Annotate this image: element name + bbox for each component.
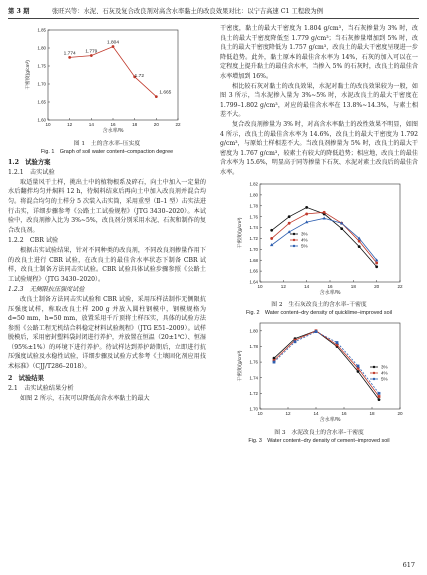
figure-1-caption-en: Fig. 1 Graph of soil water content–compaction degree: [40, 148, 174, 155]
data-label: 1.72: [134, 73, 145, 79]
data-point: [68, 56, 71, 59]
legend-marker: [293, 244, 295, 246]
series-line: [272, 212, 377, 263]
y-tick-label: 1.64: [249, 279, 258, 285]
series-line: [272, 207, 377, 266]
data-point: [155, 95, 158, 98]
data-point: [375, 261, 378, 264]
x-axis-label: 含水率/%: [102, 128, 124, 134]
y-tick-label: 1.76: [249, 213, 258, 219]
section-2-1-heading: 2.1 击实试验结果分析: [8, 385, 74, 393]
left-column: [8, 24, 206, 403]
x-tick-label: 16: [327, 283, 333, 289]
y-tick-label: 1.60: [37, 117, 46, 123]
ucs-test-paragraph: 改良土制备方法同击实试验和 CBR 试验，采用压样法制作无侧限抗压强度试样，称取改良土样 200 g 并放入圆柱钢模中，钢模规格为 d=50 mm，h=50 mm，放置采用千斤顶将土样压实，具体的试验方法参照《公路工程无机结合料稳定材料试验规程》（JTG E51–2009）。试样脱模后，采用密封塑料袋封闭进行养护，并放置在恒温（20±1℃）、恒湿（95%±1%）的环境下进行养护。待试样达到养护龄期后，立即进行抗压强度试验及水稳性试验，详细步骤及试验方式参考《土壤固化剂应用技术标准》（CJJ/T286–2018）。: [8, 295, 206, 371]
data-point: [323, 210, 326, 213]
data-point: [305, 212, 308, 215]
section-2-heading: 2 试验结果: [8, 374, 44, 382]
x-tick-label: 20: [397, 411, 403, 417]
figure-3-chart: [220, 317, 418, 425]
figure-1-chart: [8, 24, 206, 136]
data-point: [273, 361, 276, 364]
data-point: [336, 341, 339, 344]
data-point: [90, 54, 93, 57]
lime-results-paragraph: 干密度，黏土的最大干密度为 1.804 g/cm³，当石灰掺量为 3% 时，改良土的最大干密度降低至 1.779 g/cm³；当石灰掺量增加到 5% 时，改良土的最大干密度降低为 1.757 g/cm³，改良土的最大干密度呈现进一步降低趋势。此外，黏土原本的最佳含水率为 14%，石灰的加入可以在一定程度上提升黏土的最佳含水率，当掺入 5% 的石灰时，改良土的最佳含水率增加到 16%。: [220, 25, 418, 80]
data-point: [288, 221, 291, 224]
x-tick-label: 12: [67, 122, 73, 127]
data-point: [357, 365, 360, 368]
x-tick-label: 14: [313, 411, 319, 417]
running-title: 张旺兴等：水泥、石灰及复合改良剂对高含水率黏土的改良效果对比：以宁吉高速 C1 工程段为例: [52, 8, 323, 15]
y-tick-label: 1.72: [249, 235, 258, 241]
x-tick-label: 10: [257, 411, 263, 417]
data-point: [294, 340, 297, 343]
x-tick-label: 18: [369, 411, 375, 417]
section-1-2-heading: 1.2 试验方案: [8, 158, 51, 166]
data-point: [270, 237, 273, 240]
x-tick-label: 16: [110, 122, 116, 127]
y-tick-label: 1.74: [249, 375, 258, 381]
legend-marker: [293, 238, 295, 240]
data-label: 1.804: [106, 40, 120, 46]
y-tick-label: 1.80: [249, 191, 258, 197]
data-label: 1.774: [63, 51, 76, 57]
y-tick-label: 1.76: [249, 359, 258, 365]
data-point: [270, 228, 273, 231]
composite-results-paragraph: 复合改良剂掺量为 3% 时，对高含水率黏土的改性效果不明显，如图 4 所示，改良土的最佳含水率为 14.6%，改良土的最大干密度为 1.792 g/cm³，与原始土样相差不大。当改良剂掺量为 5% 时，改良土的最大干密度为 1.767 g/cm³，较素土有较大的降低趋势；相应地，改良土的最佳含水率为 15.6%，明显高于同等掺量下石灰、水泥对素土改良后的最佳含水率。: [220, 120, 419, 176]
section-1-2-3-heading: 1.2.3 无侧限抗压强度试验: [8, 286, 85, 294]
x-axis-label: 含水率/%: [319, 289, 341, 296]
y-tick-label: 1.70: [37, 81, 46, 87]
figure-3-caption-en: Fig. 3 Water content–dry density of cement–improved soil: [248, 437, 390, 444]
figure-1-caption: 图 1 土的含水率–压实度: [73, 140, 141, 147]
y-tick-label: 1.66: [249, 268, 258, 274]
cbr-test-paragraph: 根据击实试验结果，针对不同种类的改良剂，不同改良剂掺量作用下的改良土进行 CBR 试验，在改良土的最佳含水率状态下制备 CBR 试样，改良土制备方法同击实试验。CBR 试验具体试验步骤参照《公路土工试验规程》（JTG 3430–2020）。: [8, 246, 206, 283]
compaction-test-paragraph: 取适量风干土样，挑出土中的植物根系及碎石，向土中加入一定量的水后翻拌均匀并焖料 12 h，待焖料结束后再向土中加入改良剂并混合均匀。将混合均匀的土样分 5 次装入击实筒，采用重型（Ⅱ–1 型）击实法进行击实，详细步骤参考《公路土工试验规程》（JTG 3430–2020）。本试验中，改良剂掺入比为 3%~5%，改良剂分别采用水泥、石灰和制作的复合改良剂。: [8, 178, 206, 234]
legend-label: 5%: [381, 376, 388, 382]
y-tick-label: 1.72: [249, 391, 258, 397]
y-axis-label: 干密度/(g/cm³): [238, 350, 243, 382]
x-tick-label: 14: [304, 283, 310, 289]
x-tick-label: 18: [350, 283, 356, 289]
running-header: [8, 6, 419, 19]
issue-number: 第 3 期: [8, 8, 30, 15]
y-tick-label: 1.85: [37, 27, 46, 33]
x-tick-label: 12: [280, 283, 286, 289]
section-1-2-1-heading: 1.2.1 击实试验: [8, 169, 55, 177]
y-tick-label: 1.80: [37, 45, 46, 51]
data-point: [288, 215, 291, 218]
data-label: 1.779: [85, 49, 98, 55]
y-tick-label: 1.70: [249, 246, 258, 252]
data-point: [375, 265, 378, 268]
figure-2-caption-en: Fig. 2 Water content–dry density of quicklime–improved soil: [245, 310, 392, 317]
data-point: [378, 392, 381, 395]
y-tick-label: 1.70: [249, 406, 258, 412]
legend-marker: [373, 366, 375, 368]
y-tick-label: 1.78: [249, 202, 258, 208]
x-tick-label: 16: [341, 411, 347, 417]
y-axis-label: 干密度(g/cm³): [26, 60, 31, 90]
x-tick-label: 22: [397, 283, 403, 289]
y-tick-label: 1.78: [249, 344, 258, 350]
y-tick-label: 1.65: [37, 99, 46, 105]
data-point: [112, 45, 115, 48]
y-tick-label: 1.68: [249, 257, 258, 263]
legend-label: 3%: [381, 364, 388, 370]
figure-2-caption: 图 2 生石灰改良土的含水率–干密度: [271, 302, 367, 309]
y-tick-label: 1.75: [37, 63, 46, 69]
cement-results-paragraph: 相比较石灰对黏土的改良效果，水泥对黏土的改良效果较为一般，如图 3 所示，当水泥掺入量为 3%~5% 时，水泥改良土的最大干密度在 1.799–1.802 g/cm³，对应的最佳含水率在 13.8%~14.3%，与素土相差不大。: [220, 82, 418, 119]
x-tick-label: 20: [153, 122, 159, 127]
series-line: [274, 332, 379, 394]
y-tick-label: 1.80: [249, 328, 258, 334]
legend-marker: [293, 232, 295, 234]
x-tick-label: 22: [175, 122, 181, 127]
legend-label: 5%: [301, 243, 308, 249]
figure-3-caption: 图 3 水泥改良土的含水率–干密度: [274, 429, 364, 436]
plot-frame: [260, 184, 400, 282]
data-point: [270, 243, 273, 246]
results-paragraph-start: 如图 2 所示，石灰可以降低高含水率黏土的最大: [20, 394, 150, 402]
x-tick-label: 10: [257, 283, 263, 289]
series-line: [274, 331, 379, 400]
page-number: 617: [402, 561, 415, 569]
legend-marker: [373, 372, 375, 374]
data-point: [322, 216, 325, 219]
x-axis-label: 含水率/%: [319, 417, 341, 424]
legend-label: 3%: [301, 231, 308, 237]
x-tick-label: 12: [285, 411, 291, 417]
x-tick-label: 14: [88, 122, 94, 127]
x-tick-label: 20: [374, 283, 380, 289]
y-axis-label: 干密度/(g/cm³): [238, 217, 243, 248]
x-tick-label: 10: [45, 122, 51, 127]
y-tick-label: 1.74: [249, 224, 258, 230]
data-point: [315, 330, 318, 333]
data-point: [378, 398, 381, 401]
series-line: [274, 331, 379, 397]
x-tick-label: 18: [132, 122, 138, 127]
y-tick-label: 1.82: [249, 181, 258, 187]
legend-label: 4%: [381, 370, 388, 376]
data-point: [357, 370, 360, 373]
data-point: [340, 227, 343, 230]
legend-marker: [373, 378, 375, 380]
section-1-2-2-heading: 1.2.2 CBR 试验: [8, 237, 59, 245]
figure-2-chart: [220, 178, 418, 298]
right-column: [220, 24, 418, 445]
data-label: 1.665: [159, 90, 172, 96]
legend-label: 4%: [301, 237, 308, 243]
data-point: [305, 206, 308, 209]
data-point: [358, 245, 361, 248]
series-line: [70, 47, 157, 97]
data-point: [378, 395, 381, 398]
